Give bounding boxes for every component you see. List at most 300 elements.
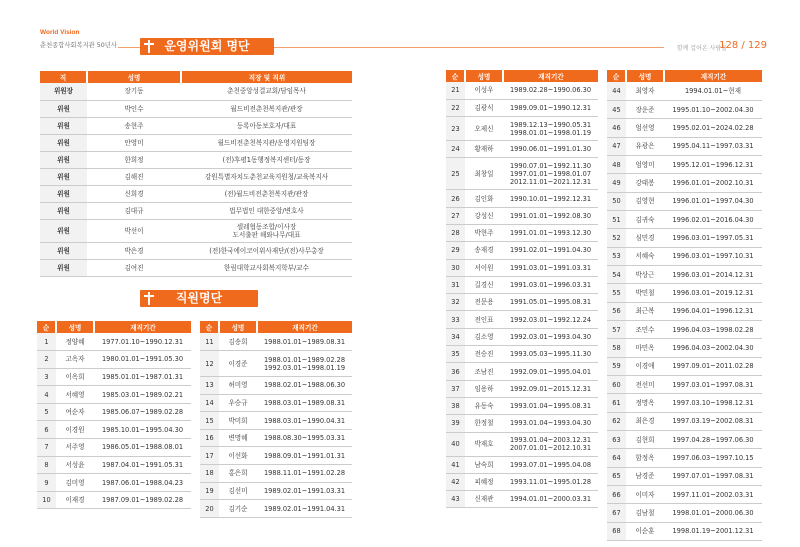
- name-cell: 박상근: [626, 265, 664, 283]
- number-cell: 41: [446, 456, 465, 473]
- column-header: 순: [607, 70, 626, 82]
- name-cell: 여순자: [56, 403, 94, 421]
- name-cell: 김미영: [56, 474, 94, 492]
- number-cell: 51: [607, 210, 626, 228]
- name-cell: 유광은: [626, 137, 664, 155]
- cross-icon: [144, 40, 155, 53]
- header-rule-left: [118, 47, 140, 48]
- table-row: [607, 265, 762, 283]
- table-row: [200, 465, 352, 483]
- name-cell: 조남진: [465, 363, 503, 380]
- number-cell: 52: [607, 229, 626, 247]
- number-cell: 15: [200, 412, 219, 430]
- number-cell: 22: [446, 99, 465, 116]
- table-row: [446, 363, 598, 380]
- name-cell: 피혜정: [465, 473, 503, 490]
- column-header: 성명: [219, 321, 257, 333]
- column-header: 성명: [465, 70, 503, 82]
- number-cell: 16: [200, 429, 219, 447]
- table-row: [607, 100, 762, 118]
- table-row: [446, 473, 598, 490]
- table-row: [446, 276, 598, 293]
- name-cell: 변명혜: [219, 429, 257, 447]
- table-row: [607, 504, 762, 522]
- number-cell: 37: [446, 380, 465, 397]
- number-cell: 6: [37, 421, 56, 439]
- name-cell: 김대규: [87, 202, 181, 219]
- name-cell: 최영자: [626, 82, 664, 100]
- staff-title-bar: [140, 290, 258, 307]
- name-cell: 심민경: [626, 229, 664, 247]
- table-row: [40, 100, 352, 117]
- table-row: [607, 376, 762, 394]
- table-row: [446, 259, 598, 276]
- name-cell: 김광식: [465, 99, 503, 116]
- name-cell: 김소영: [465, 328, 503, 345]
- table-row: [446, 294, 598, 311]
- period-cell: 1988.08.30~1995.03.31: [257, 429, 352, 447]
- name-cell: 서혜숙: [626, 247, 664, 265]
- number-cell: 67: [607, 504, 626, 522]
- number-cell: 11: [200, 333, 219, 351]
- table-row: [607, 467, 762, 485]
- period-cell: 1993.01.04~1995.08.31: [503, 397, 598, 414]
- number-cell: 8: [37, 456, 56, 474]
- name-cell: 강태봉: [626, 174, 664, 192]
- table-row: [607, 284, 762, 302]
- number-cell: 59: [607, 357, 626, 375]
- position-cell: 위원: [40, 259, 87, 276]
- name-cell: 신재관: [465, 491, 503, 508]
- name-cell: 엄선영: [626, 119, 664, 137]
- name-cell: 엄영미: [626, 155, 664, 173]
- table-row: [607, 155, 762, 173]
- name-cell: 송현주: [87, 117, 181, 134]
- column-header: 재직기간: [503, 70, 598, 82]
- name-cell: 송재경: [465, 242, 503, 259]
- table-row: [607, 339, 762, 357]
- affiliation-cell: (전)월드비전춘천복지관/관장: [181, 185, 352, 202]
- number-cell: 38: [446, 397, 465, 414]
- number-cell: 48: [607, 155, 626, 173]
- cross-icon: [144, 292, 155, 305]
- table-row: [446, 380, 598, 397]
- table-row: [446, 346, 598, 363]
- table-row: [40, 168, 352, 185]
- name-cell: 이순훈: [626, 522, 664, 540]
- period-cell: 1985.03.01~1989.02.21: [94, 386, 191, 404]
- name-cell: 김기순: [219, 500, 257, 518]
- number-cell: 13: [200, 377, 219, 395]
- table-row: [446, 82, 598, 99]
- number-cell: 2: [37, 351, 56, 369]
- period-cell: 1992.03.01~1992.12.24: [503, 311, 598, 328]
- number-cell: 53: [607, 247, 626, 265]
- table-row: [446, 224, 598, 241]
- period-cell: 1994.01.01~현재: [664, 82, 762, 100]
- name-cell: 박선이: [87, 219, 181, 242]
- name-cell: 안영미: [87, 134, 181, 151]
- number-cell: 12: [200, 351, 219, 377]
- table-row: [446, 491, 598, 508]
- name-cell: 정명옥: [626, 394, 664, 412]
- period-cell: 1987.09.01~1989.02.28: [94, 491, 191, 509]
- table-row: [607, 119, 762, 137]
- period-cell: 1996.04.03~2002.04.30: [664, 339, 762, 357]
- name-cell: 서혜영: [56, 386, 94, 404]
- number-cell: 43: [446, 491, 465, 508]
- position-cell: 위원: [40, 117, 87, 134]
- table-row: [607, 431, 762, 449]
- period-cell: 1990.10.01~1992.12.31: [503, 190, 598, 207]
- period-cell: 1996.03.01~1997.05.31: [664, 229, 762, 247]
- book-subtitle: 춘천종합사회복지관 50년사: [40, 42, 117, 49]
- name-cell: 이경애: [626, 357, 664, 375]
- period-cell: 1991.03.01~1996.03.31: [503, 276, 598, 293]
- period-cell: 1997.04.28~1997.06.30: [664, 431, 762, 449]
- staff-table-1: [37, 321, 191, 509]
- name-cell: 정양혜: [56, 333, 94, 351]
- name-cell: 최은경: [626, 412, 664, 430]
- table-row: [37, 421, 191, 439]
- table-row: [607, 137, 762, 155]
- column-header: 순: [446, 70, 465, 82]
- column-header: 직장 및 직위: [181, 71, 352, 83]
- number-cell: 42: [446, 473, 465, 490]
- number-cell: 1: [37, 333, 56, 351]
- name-cell: 김현희: [626, 431, 664, 449]
- number-cell: 44: [607, 82, 626, 100]
- period-cell: 1991.03.01~1991.03.31: [503, 259, 598, 276]
- position-cell: 위원: [40, 185, 87, 202]
- period-cell: 1988.01.01~1989.02.28 1992.03.01~1998.01.19: [257, 351, 352, 377]
- period-cell: 1997.11.01~2002.03.31: [664, 486, 762, 504]
- table-row: [37, 491, 191, 509]
- name-cell: 장기동: [87, 83, 181, 100]
- period-cell: 1988.09.01~1991.01.31: [257, 447, 352, 465]
- period-cell: 1989.12.13~1990.05.31 1998.01.01~1998.01.19: [503, 117, 598, 141]
- name-cell: 박인수: [87, 100, 181, 117]
- table-row: [446, 415, 598, 432]
- number-cell: 58: [607, 339, 626, 357]
- name-cell: 서성윤: [56, 456, 94, 474]
- header-rule-right: [274, 47, 664, 48]
- name-cell: 박민철: [626, 284, 664, 302]
- table-row: [607, 486, 762, 504]
- number-cell: 62: [607, 412, 626, 430]
- number-cell: 54: [607, 265, 626, 283]
- name-cell: 이선화: [219, 447, 257, 465]
- table-row: [446, 432, 598, 456]
- page-numbers: 128 / 129: [719, 40, 767, 51]
- name-cell: 박재호: [465, 432, 503, 456]
- name-cell: 서이원: [465, 259, 503, 276]
- period-cell: 1993.01.04~1993.04.30: [503, 415, 598, 432]
- period-cell: 1995.12.01~1996.12.31: [664, 155, 762, 173]
- number-cell: 57: [607, 320, 626, 338]
- period-cell: 1997.07.01~1997.08.31: [664, 467, 762, 485]
- table-row: [37, 456, 191, 474]
- period-cell: 1987.04.01~1991.05.31: [94, 456, 191, 474]
- period-cell: 1990.06.01~1991.01.30: [503, 141, 598, 158]
- period-cell: 1989.02.28~1990.06.30: [503, 82, 598, 99]
- name-cell: 장운준: [626, 100, 664, 118]
- affiliation-cell: 등록아동보호자/대표: [181, 117, 352, 134]
- period-cell: 1988.11.01~1991.02.28: [257, 465, 352, 483]
- name-cell: 김영현: [626, 192, 664, 210]
- name-cell: 황재하: [465, 141, 503, 158]
- table-row: [446, 99, 598, 116]
- number-cell: 34: [446, 328, 465, 345]
- period-cell: 1993.11.01~1995.01.28: [503, 473, 598, 490]
- name-cell: 허미영: [219, 377, 257, 395]
- table-row: [40, 134, 352, 151]
- table-row: [607, 449, 762, 467]
- column-header: 재직기간: [94, 321, 191, 333]
- number-cell: 28: [446, 224, 465, 241]
- affiliation-cell: 춘천중앙성결교회/담임목사: [181, 83, 352, 100]
- name-cell: 길경신: [465, 276, 503, 293]
- period-cell: 1997.03.19~2002.08.31: [664, 412, 762, 430]
- table-row: [446, 397, 598, 414]
- affiliation-cell: 한림대학교사회복지학부/교수: [181, 259, 352, 276]
- number-cell: 20: [200, 500, 219, 518]
- affiliation-cell: 법무법인 대한중앙/변호사: [181, 202, 352, 219]
- table-row: [37, 351, 191, 369]
- period-cell: 1989.02.01~1991.03.31: [257, 482, 352, 500]
- name-cell: 고옥자: [56, 351, 94, 369]
- table-row: [200, 500, 352, 518]
- table-row: [446, 117, 598, 141]
- period-cell: 1997.06.03~1997.10.15: [664, 449, 762, 467]
- affiliation-cell: (전)후평1동행정복지센터/동장: [181, 151, 352, 168]
- number-cell: 40: [446, 432, 465, 456]
- period-cell: 1991.05.01~1995.08.31: [503, 294, 598, 311]
- name-cell: 김송희: [219, 333, 257, 351]
- period-cell: 1997.03.01~1997.08.31: [664, 376, 762, 394]
- number-cell: 32: [446, 294, 465, 311]
- number-cell: 19: [200, 482, 219, 500]
- number-cell: 17: [200, 447, 219, 465]
- table-header-row: [607, 70, 762, 82]
- column-header: 순: [37, 321, 56, 333]
- number-cell: 63: [607, 431, 626, 449]
- name-cell: 함정옥: [626, 449, 664, 467]
- name-cell: 한정철: [465, 415, 503, 432]
- table-row: [40, 242, 352, 259]
- table-row: [607, 522, 762, 540]
- number-cell: 14: [200, 394, 219, 412]
- position-cell: 위원: [40, 134, 87, 151]
- name-cell: 유동숙: [465, 397, 503, 414]
- number-cell: 10: [37, 491, 56, 509]
- period-cell: 1988.01.01~1989.08.31: [257, 333, 352, 351]
- period-cell: 1996.02.01~2016.04.30: [664, 210, 762, 228]
- number-cell: 24: [446, 141, 465, 158]
- table-row: [446, 456, 598, 473]
- name-cell: 조민수: [626, 320, 664, 338]
- table-header-row: [37, 321, 191, 333]
- table-row: [607, 82, 762, 100]
- number-cell: 46: [607, 119, 626, 137]
- period-cell: 1992.03.01~1993.04.30: [503, 328, 598, 345]
- name-cell: 이경원: [56, 421, 94, 439]
- table-row: [200, 412, 352, 430]
- name-cell: 임용하: [465, 380, 503, 397]
- table-row: [200, 351, 352, 377]
- table-row: [200, 429, 352, 447]
- period-cell: 1997.09.01~2011.02.28: [664, 357, 762, 375]
- table-row: [446, 328, 598, 345]
- number-cell: 5: [37, 403, 56, 421]
- name-cell: 서주영: [56, 439, 94, 457]
- period-cell: 1992.09.01~2015.12.31: [503, 380, 598, 397]
- period-cell: 1985.01.01~1987.01.31: [94, 368, 191, 386]
- period-cell: 1977.01.10~1990.12.31: [94, 333, 191, 351]
- staff-table-3: [446, 70, 598, 508]
- table-row: [200, 482, 352, 500]
- number-cell: 7: [37, 439, 56, 457]
- table-row: [607, 302, 762, 320]
- table-row: [37, 439, 191, 457]
- period-cell: 1996.04.03~1998.02.28: [664, 320, 762, 338]
- table-row: [37, 333, 191, 351]
- period-cell: 1996.03.01~2014.12.31: [664, 265, 762, 283]
- number-cell: 68: [607, 522, 626, 540]
- table-header-row: [40, 71, 352, 83]
- staff-title: 직원명단: [175, 291, 223, 305]
- name-cell: 남경준: [626, 467, 664, 485]
- period-cell: 1996.03.01~2019.12.31: [664, 284, 762, 302]
- table-row: [607, 247, 762, 265]
- position-cell: 위원: [40, 168, 87, 185]
- table-row: [37, 474, 191, 492]
- name-cell: 김선미: [219, 482, 257, 500]
- position-cell: 위원: [40, 242, 87, 259]
- table-row: [200, 377, 352, 395]
- name-cell: 이성우: [465, 82, 503, 99]
- table-row: [40, 219, 352, 242]
- number-cell: 3: [37, 368, 56, 386]
- table-row: [446, 207, 598, 224]
- table-row: [40, 202, 352, 219]
- number-cell: 4: [37, 386, 56, 404]
- period-cell: 1991.02.01~1991.04.30: [503, 242, 598, 259]
- number-cell: 61: [607, 394, 626, 412]
- name-cell: 박미희: [219, 412, 257, 430]
- period-cell: 1996.04.01~1996.12.31: [664, 302, 762, 320]
- table-row: [607, 192, 762, 210]
- table-row: [446, 158, 598, 190]
- table-row: [607, 174, 762, 192]
- number-cell: 49: [607, 174, 626, 192]
- table-row: [37, 368, 191, 386]
- number-cell: 27: [446, 207, 465, 224]
- column-header: 순: [200, 321, 219, 333]
- period-cell: 1980.01.01~1991.05.30: [94, 351, 191, 369]
- number-cell: 21: [446, 82, 465, 99]
- period-cell: 1989.02.01~1991.04.31: [257, 500, 352, 518]
- name-cell: 김여진: [87, 259, 181, 276]
- position-cell: 위원: [40, 202, 87, 219]
- table-row: [200, 333, 352, 351]
- number-cell: 33: [446, 311, 465, 328]
- number-cell: 29: [446, 242, 465, 259]
- period-cell: 1997.03.10~1998.12.31: [664, 394, 762, 412]
- period-cell: 1986.05.01~1988.08.01: [94, 439, 191, 457]
- name-cell: 이경준: [219, 351, 257, 377]
- period-cell: 1987.06.01~1988.04.23: [94, 474, 191, 492]
- name-cell: 홍은희: [219, 465, 257, 483]
- period-cell: 1995.01.10~2002.04.30: [664, 100, 762, 118]
- number-cell: 18: [200, 465, 219, 483]
- number-cell: 36: [446, 363, 465, 380]
- period-cell: 1998.01.19~2001.12.31: [664, 522, 762, 540]
- name-cell: 김인화: [465, 190, 503, 207]
- position-cell: 위원장: [40, 83, 87, 100]
- number-cell: 60: [607, 376, 626, 394]
- name-cell: 최창일: [465, 158, 503, 190]
- name-cell: 전선미: [626, 376, 664, 394]
- name-cell: 한희정: [87, 151, 181, 168]
- table-row: [607, 412, 762, 430]
- period-cell: 1985.06.07~1989.02.28: [94, 403, 191, 421]
- period-cell: 1988.02.01~1988.06.30: [257, 377, 352, 395]
- name-cell: 신희경: [87, 185, 181, 202]
- column-header: 성명: [56, 321, 94, 333]
- period-cell: 1993.05.03~1995.11.30: [503, 346, 598, 363]
- affiliation-cell: 셀레협동조합/이사장 도서출판 해와나무/대표: [181, 219, 352, 242]
- name-cell: 전인표: [465, 311, 503, 328]
- table-row: [446, 190, 598, 207]
- world-vision-logo: World Vision: [40, 29, 80, 36]
- table-row: [607, 357, 762, 375]
- name-cell: 강성신: [465, 207, 503, 224]
- number-cell: 45: [607, 100, 626, 118]
- name-cell: 이옥희: [56, 368, 94, 386]
- number-cell: 65: [607, 467, 626, 485]
- table-row: [200, 394, 352, 412]
- period-cell: 1993.01.04~2003.12.31 2007.01.01~2012.10.31: [503, 432, 598, 456]
- position-cell: 위원: [40, 151, 87, 168]
- column-header: 성명: [626, 70, 664, 82]
- period-cell: 1996.01.01~1997.04.30: [664, 192, 762, 210]
- name-cell: 이재경: [56, 491, 94, 509]
- period-cell: 1996.01.01~2002.10.31: [664, 174, 762, 192]
- number-cell: 9: [37, 474, 56, 492]
- number-cell: 47: [607, 137, 626, 155]
- number-cell: 35: [446, 346, 465, 363]
- affiliation-cell: 강원특별자치도춘천교육지원청/교육복지사: [181, 168, 352, 185]
- table-row: [446, 141, 598, 158]
- column-header: 재직기간: [257, 321, 352, 333]
- name-cell: 박현주: [465, 224, 503, 241]
- period-cell: 1991.01.01~1992.08.30: [503, 207, 598, 224]
- table-header-row: [446, 70, 598, 82]
- committee-table: [40, 71, 352, 277]
- number-cell: 26: [446, 190, 465, 207]
- period-cell: 1995.02.01~2024.02.28: [664, 119, 762, 137]
- period-cell: 1985.10.01~1995.04.30: [94, 421, 191, 439]
- table-row: [37, 403, 191, 421]
- affiliation-cell: 월드비전춘천복지관/운영지원팀장: [181, 134, 352, 151]
- table-row: [607, 210, 762, 228]
- period-cell: 1998.01.01~2000.06.30: [664, 504, 762, 522]
- committee-title-bar: [140, 38, 274, 55]
- number-cell: 25: [446, 158, 465, 190]
- table-row: [200, 447, 352, 465]
- period-cell: 1993.07.01~1995.04.08: [503, 456, 598, 473]
